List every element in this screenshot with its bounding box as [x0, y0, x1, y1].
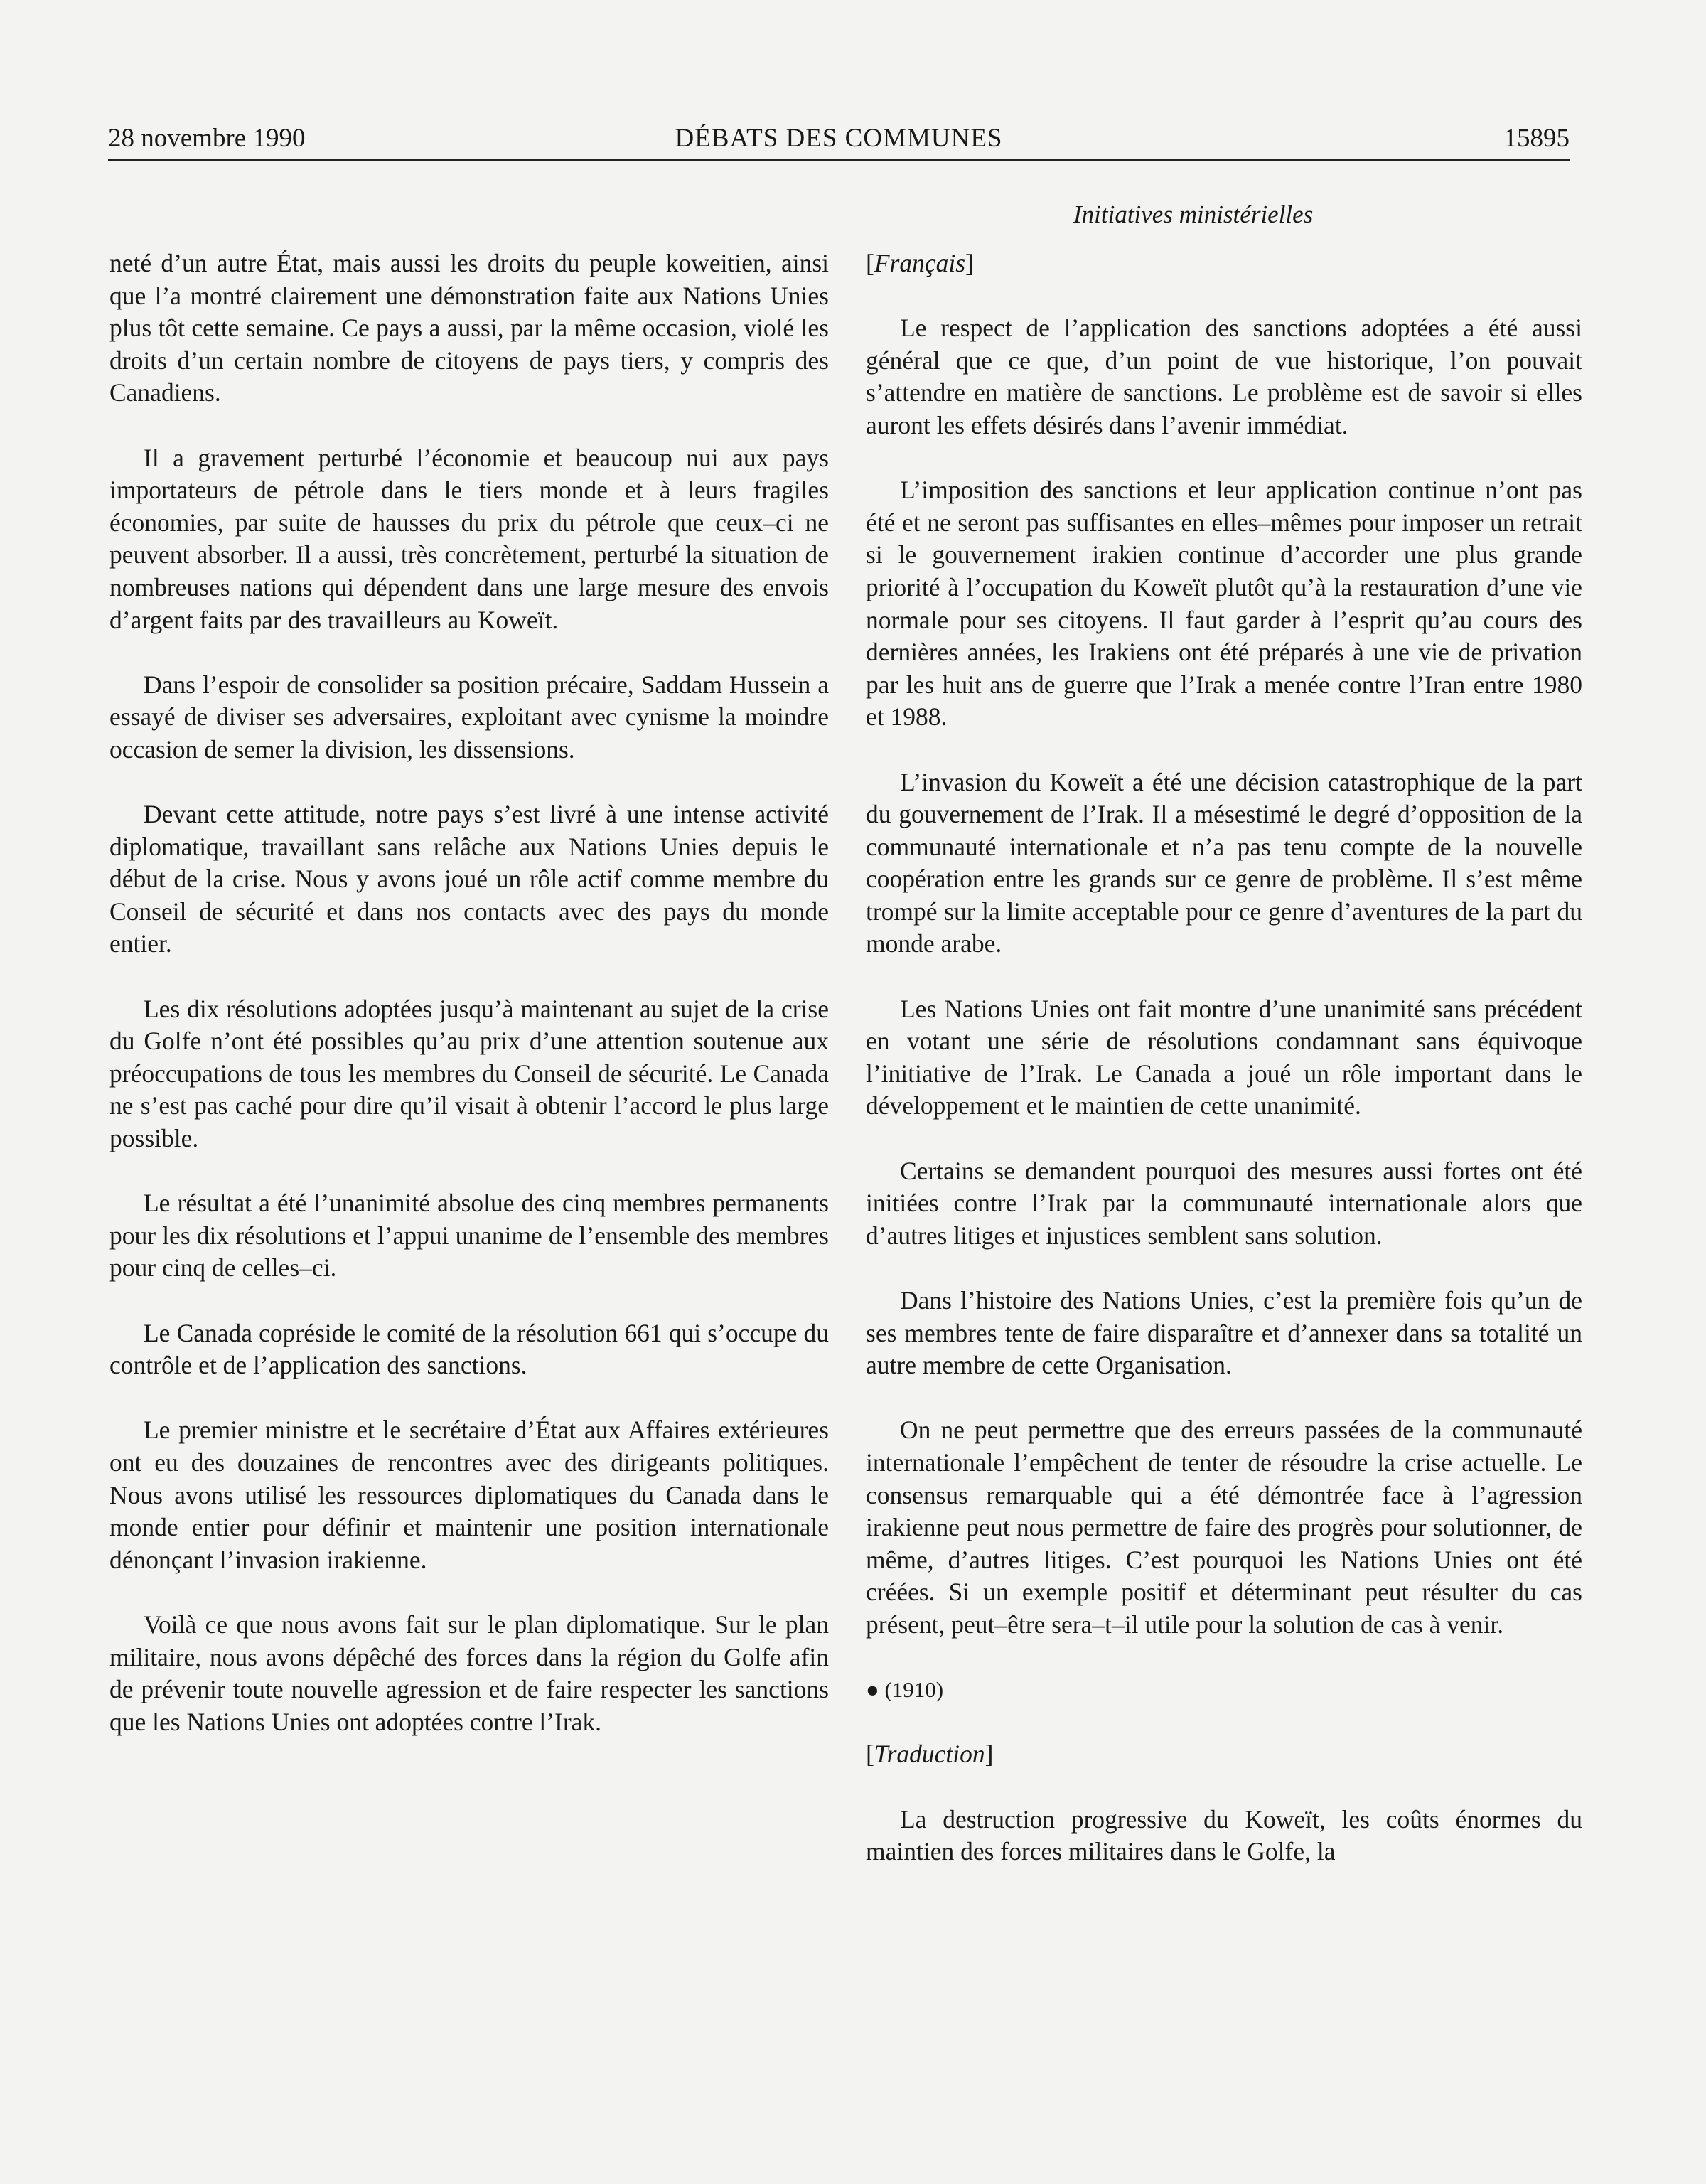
paragraph: Les dix résolutions adoptées jusqu’à maintenant au sujet de la crise du Golfe n’ont été possibles qu’au prix d’une attention soutenue aux préoccupations de tous les membres du Conseil de sécurité. Le Canada ne s’est pas caché pour dire qu’il visait à obtenir l’accord le plus large possible.	[109, 994, 829, 1153]
paragraph: Le résultat a été l’unanimité absolue des cinq membres permanents pour les dix résolutions et l’appui unanime de l’ensemble des membres pour cinq de celles–ci.	[109, 1189, 829, 1283]
time-marker: ● (1910)	[866, 1677, 944, 1703]
header-title: DÉBATS DES COMMUNES	[675, 124, 1003, 153]
paragraph: Les Nations Unies ont fait montre d’une unanimité sans précédent en votant une série de résolutions condamnant sans équivoque l’initiative de l’Irak. Le Canada a joué un rôle important dans le développement et le maintien de cette unanimité.	[866, 994, 1582, 1120]
paragraph: La destruction progressive du Koweït, les coûts énormes du maintien des forces militaires dans le Golfe, la	[866, 1804, 1582, 1866]
paragraph: Voilà ce que nous avons fait sur le plan diplomatique. Sur le plan militaire, nous avons dépêché des forces dans la région du Golfe afin de prévenir toute nouvelle agression et de faire respecter les sanctions que les Nations Unies ont adoptées contre l’Irak.	[109, 1610, 829, 1736]
language-tag-traduction: [Traduction]	[866, 1740, 994, 1769]
paragraph: Certains se demandent pourquoi des mesures aussi fortes ont été initiées contre l’Irak par la communauté internationale alors que d’autres litiges et injustices semblent sans solution.	[866, 1156, 1582, 1250]
paragraph: Il a gravement perturbé l’économie et beaucoup nui aux pays importateurs de pétrole dans le tiers monde et à leurs fragiles économies, par suite de hausses du prix du pétrole que ceux–ci ne peuvent absorber. Il a aussi, très concrètement, perturbé la situation de nombreuses nations qui dépendent dans une large mesure des envois d’argent faits par des travailleurs au Koweït.	[109, 443, 829, 634]
paragraph: Le premier ministre et le secrétaire d’État aux Affaires extérieures ont eu des douzaines de rencontres avec des dirigeants politiques. Nous avons utilisé les ressources diplomatiques du Canada dans le monde entier pour définir et maintenir une position internationale dénonçant l’invasion irakienne.	[109, 1415, 829, 1574]
right-column	[866, 247, 1582, 1900]
paragraph: Dans l’espoir de consolider sa position précaire, Saddam Hussein a essayé de diviser ses adversaires, exploitant avec cynisme la moindre occasion de semer la division, les dissensions.	[109, 670, 829, 764]
paragraph: L’imposition des sanctions et leur application continue n’ont pas été et ne seront pas suffisantes en elles–mêmes pour imposer un retrait si le gouvernement irakien continue d’accorder une plus grande priorité à l’occupation du Koweït plutôt qu’à la restauration d’une vie normale pour ses citoyens. Il faut garder à l’esprit qu’au cours des dernières années, les Irakiens ont été préparés à une vie de privation par les huit ans de guerre que l’Irak a menée contre l’Iran entre 1980 et 1988.	[866, 476, 1582, 732]
paragraph: L’invasion du Koweït a été une décision catastrophique de la part du gouvernement de l’Irak. Il a mésestimé le degré d’opposition de la communauté internationale et n’a pas tenu compte de la nouvelle coopération entre les grands sur ce genre de problème. Il s’est même trompé sur la limite acceptable pour ce genre d’aventures de la part du monde arabe.	[866, 767, 1582, 958]
section-label: Initiatives ministérielles	[1073, 200, 1314, 228]
paragraph: neté d’un autre État, mais aussi les droits du peuple koweitien, ainsi que l’a montré clairement une démonstration faite aux Nations Unies plus tôt cette semaine. Ce pays a aussi, par la même occasion, violé les droits d’un certain nombre de citoyens de pays tiers, y compris des Canadiens.	[109, 249, 829, 407]
paragraph: Le respect de l’application des sanctions adoptées a été aussi général que ce que, d’un point de vue historique, l’on pouvait s’attendre en matière de sanctions. Le problème est de savoir si elles auront les effets désirés dans l’avenir immédiat.	[866, 314, 1582, 439]
header-date: 28 novembre 1990	[108, 124, 306, 153]
page-number: 15895	[1503, 124, 1570, 153]
paragraph: Dans l’histoire des Nations Unies, c’est la première fois qu’un de ses membres tente de faire disparaître et d’annexer dans sa totalité un autre membre de cette Organisation.	[866, 1286, 1582, 1380]
language-tag-text: Traduction	[874, 1740, 985, 1769]
paragraph: Devant cette attitude, notre pays s’est livré à une intense activité diplomatique, travaillant sans relâche aux Nations Unies depuis le début de la crise. Nous y avons joué un rôle actif comme membre du Conseil de sécurité et dans nos contacts avec des pays du monde entier.	[109, 800, 829, 958]
paragraph: Le Canada copréside le comité de la résolution 661 qui s’occupe du contrôle et de l’application des sanctions.	[109, 1318, 829, 1380]
running-header	[108, 122, 1570, 161]
language-tag-text: Français	[874, 249, 966, 277]
paragraph: On ne peut permettre que des erreurs passées de la communauté internationale l’empêchent de tenter de résoudre la crise actuelle. Le consensus remarquable qui a été démontrée face à l’agression irakienne peut nous permettre de faire des progrès pour solutionner, de même, d’autres litiges. C’est pourquoi les Nations Unies ont été créées. Si un exemple positif et déterminant peut résulter du cas présent, peut–être sera–t–il utile pour la solution de cas à venir.	[866, 1415, 1582, 1639]
language-tag-francais: [Français]	[866, 249, 974, 277]
left-column	[109, 247, 829, 1771]
